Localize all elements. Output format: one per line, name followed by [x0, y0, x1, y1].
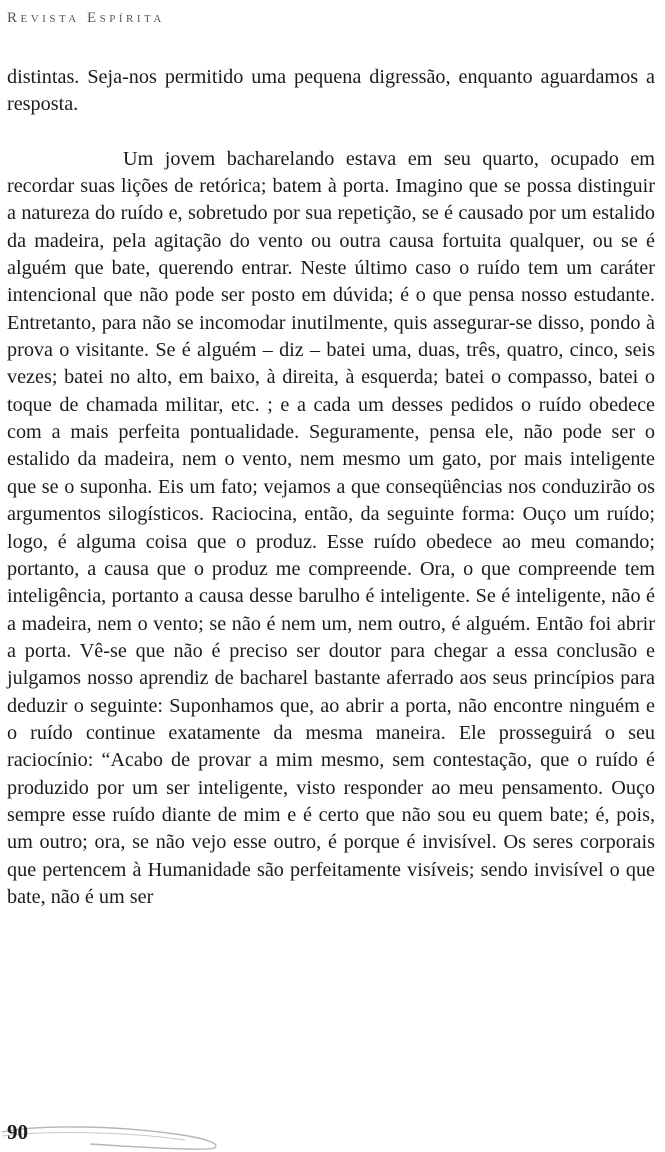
page-number-swoosh-ornament	[0, 1110, 230, 1152]
paragraph-main: Um jovem bacharelando estava em seu quarto, ocupado em recordar suas lições de retórica; batem à porta. Imagino que se possa distinguir a natureza do ruído e, sobretudo por sua repetição, se é causado por um estalido da madeira, pela agitação do vento ou outra causa fortuita qualquer, ou se é alguém que bate, querendo entrar. Neste último caso o ruído tem um caráter intencional que não pode ser posto em dúvida; é o que pensa nosso estudante. Entretanto, para não se incomodar inutilmente, quis assegurar-se disso, pondo à prova o visitante. Se é alguém – diz – batei uma, duas, três, quatro, cinco, seis vezes; batei no alto, em baixo, à direita, à esquerda; batei o compasso, batei o toque de chamada militar, etc. ; e a cada um desses pedidos o ruído obedece com a mais perfeita pontualidade. Seguramente, pensa ele, não pode ser o estalido da madeira, nem o vento, nem mesmo um gato, por mais inteligente que se o suponha. Eis um fato; vejamos a que conseqüências nos conduzirão os argumentos silogísticos. Raciocina, então, da seguinte forma: Ouço um ruído; logo, é alguma coisa que o produz. Esse ruído obedece ao meu comando; portanto, a causa que o produz me compreende. Ora, o que compreende tem inteligência, portanto a causa desse barulho é inteligente. Se é inteligente, não é a madeira, nem o vento; se não é nem um, nem outro, é alguém. Então foi abrir a porta. Vê-se que não é preciso ser doutor para chegar a essa conclusão e julgamos nosso aprendiz de bacharel bastante aferrado aos seus princípios para deduzir o seguinte: Suponhamos que, ao abrir a porta, não encontre ninguém e o ruído continue exatamente da mesma maneira. Ele prosseguirá o seu raciocínio: “Acabo de provar a mim mesmo, sem contestação, que o ruído é produzido por um ser inteligente, visto responder ao meu pensamento. Ouço sempre esse ruído diante de mim e é certo que não sou eu quem bate; é, pois, um outro; ora, se não vejo esse outro, é porque é invisível. Os seres corporais que pertencem à Humanidade são perfeitamente visíveis; sendo invisível o que bate, não é um ser	[7, 147, 655, 908]
paragraph-continued: distintas. Seja-nos permitido uma pequena digressão, enquanto aguardamos a resposta.	[7, 66, 655, 116]
body-text	[7, 64, 655, 911]
running-header: Revista Espírita	[7, 10, 165, 26]
page-number: 90	[7, 1120, 28, 1144]
